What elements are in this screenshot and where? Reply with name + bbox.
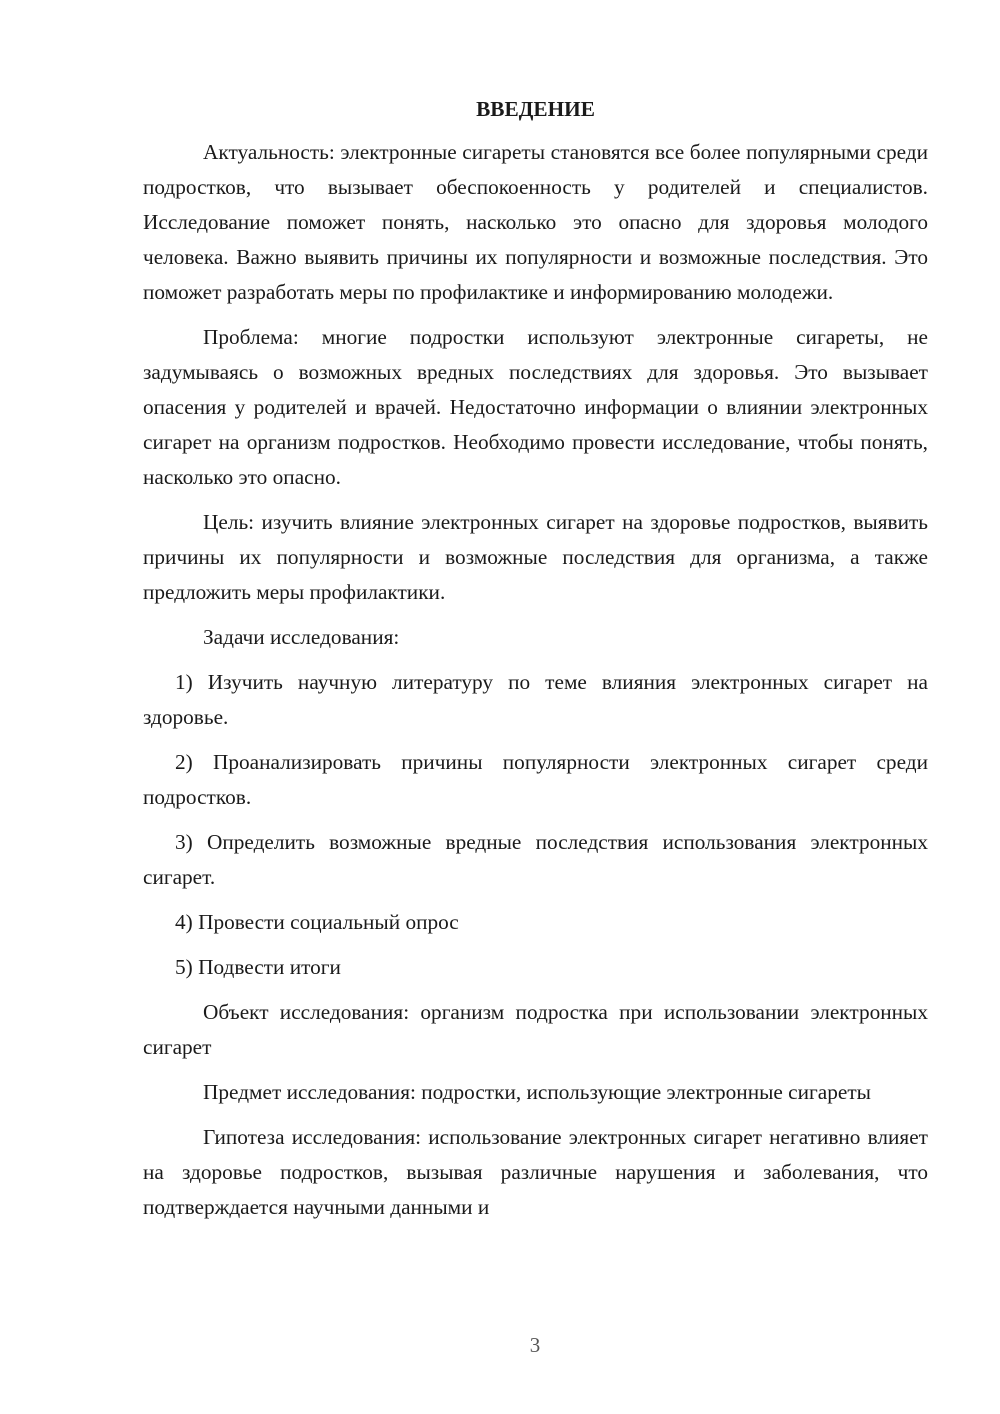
task-item-4: 4) Провести социальный опрос [175, 910, 459, 934]
tasks-heading: Задачи исследования: [203, 625, 400, 649]
goal-paragraph: Цель: изучить влияние электронных сигарет на здоровье подростков, выявить причины их популярности и возможные последствия для организма, а также предложить меры профилактики. [143, 510, 928, 604]
document-page [143, 92, 928, 1235]
section-heading: ВВЕДЕНИЕ [476, 97, 595, 121]
page-number: 3 [529, 1333, 541, 1357]
task-item-5: 5) Подвести итоги [175, 955, 341, 979]
task-item-3: 3) Определить возможные вредные последствия использования электронных сигарет. [143, 830, 928, 889]
task-item-2: 2) Проанализировать причины популярности электронных сигарет среди подростков. [143, 750, 928, 809]
subject-paragraph: Предмет исследования: подростки, использующие электронные сигареты [203, 1080, 871, 1104]
task-item-1: 1) Изучить научную литературу по теме влияния электронных сигарет на здоровье. [143, 670, 928, 729]
relevance-paragraph: Актуальность: электронные сигареты становятся все более популярными среди подростков, что вызывает обеспокоенность у родителей и специалистов. Исследование поможет понять, насколько это опасно для здоровья молодого человека. Важно выявить причины их популярности и возможные последствия. Это поможет разработать меры по профилактике и информированию молодежи. [143, 140, 928, 304]
problem-paragraph: Проблема: многие подростки используют электронные сигареты, не задумываясь о возможных вредных последствиях для здоровья. Это вызывает опасения у родителей и врачей. Недостаточно информации о влиянии электронных сигарет на организм подростков. Необходимо провести исследование, чтобы понять, насколько это опасно. [143, 325, 928, 489]
object-paragraph: Объект исследования: организм подростка при использовании электронных сигарет [143, 1000, 928, 1059]
hypothesis-paragraph: Гипотеза исследования: использование электронных сигарет негативно влияет на здоровье подростков, вызывая различные нарушения и заболевания, что подтверждается научными данными и [143, 1125, 928, 1219]
